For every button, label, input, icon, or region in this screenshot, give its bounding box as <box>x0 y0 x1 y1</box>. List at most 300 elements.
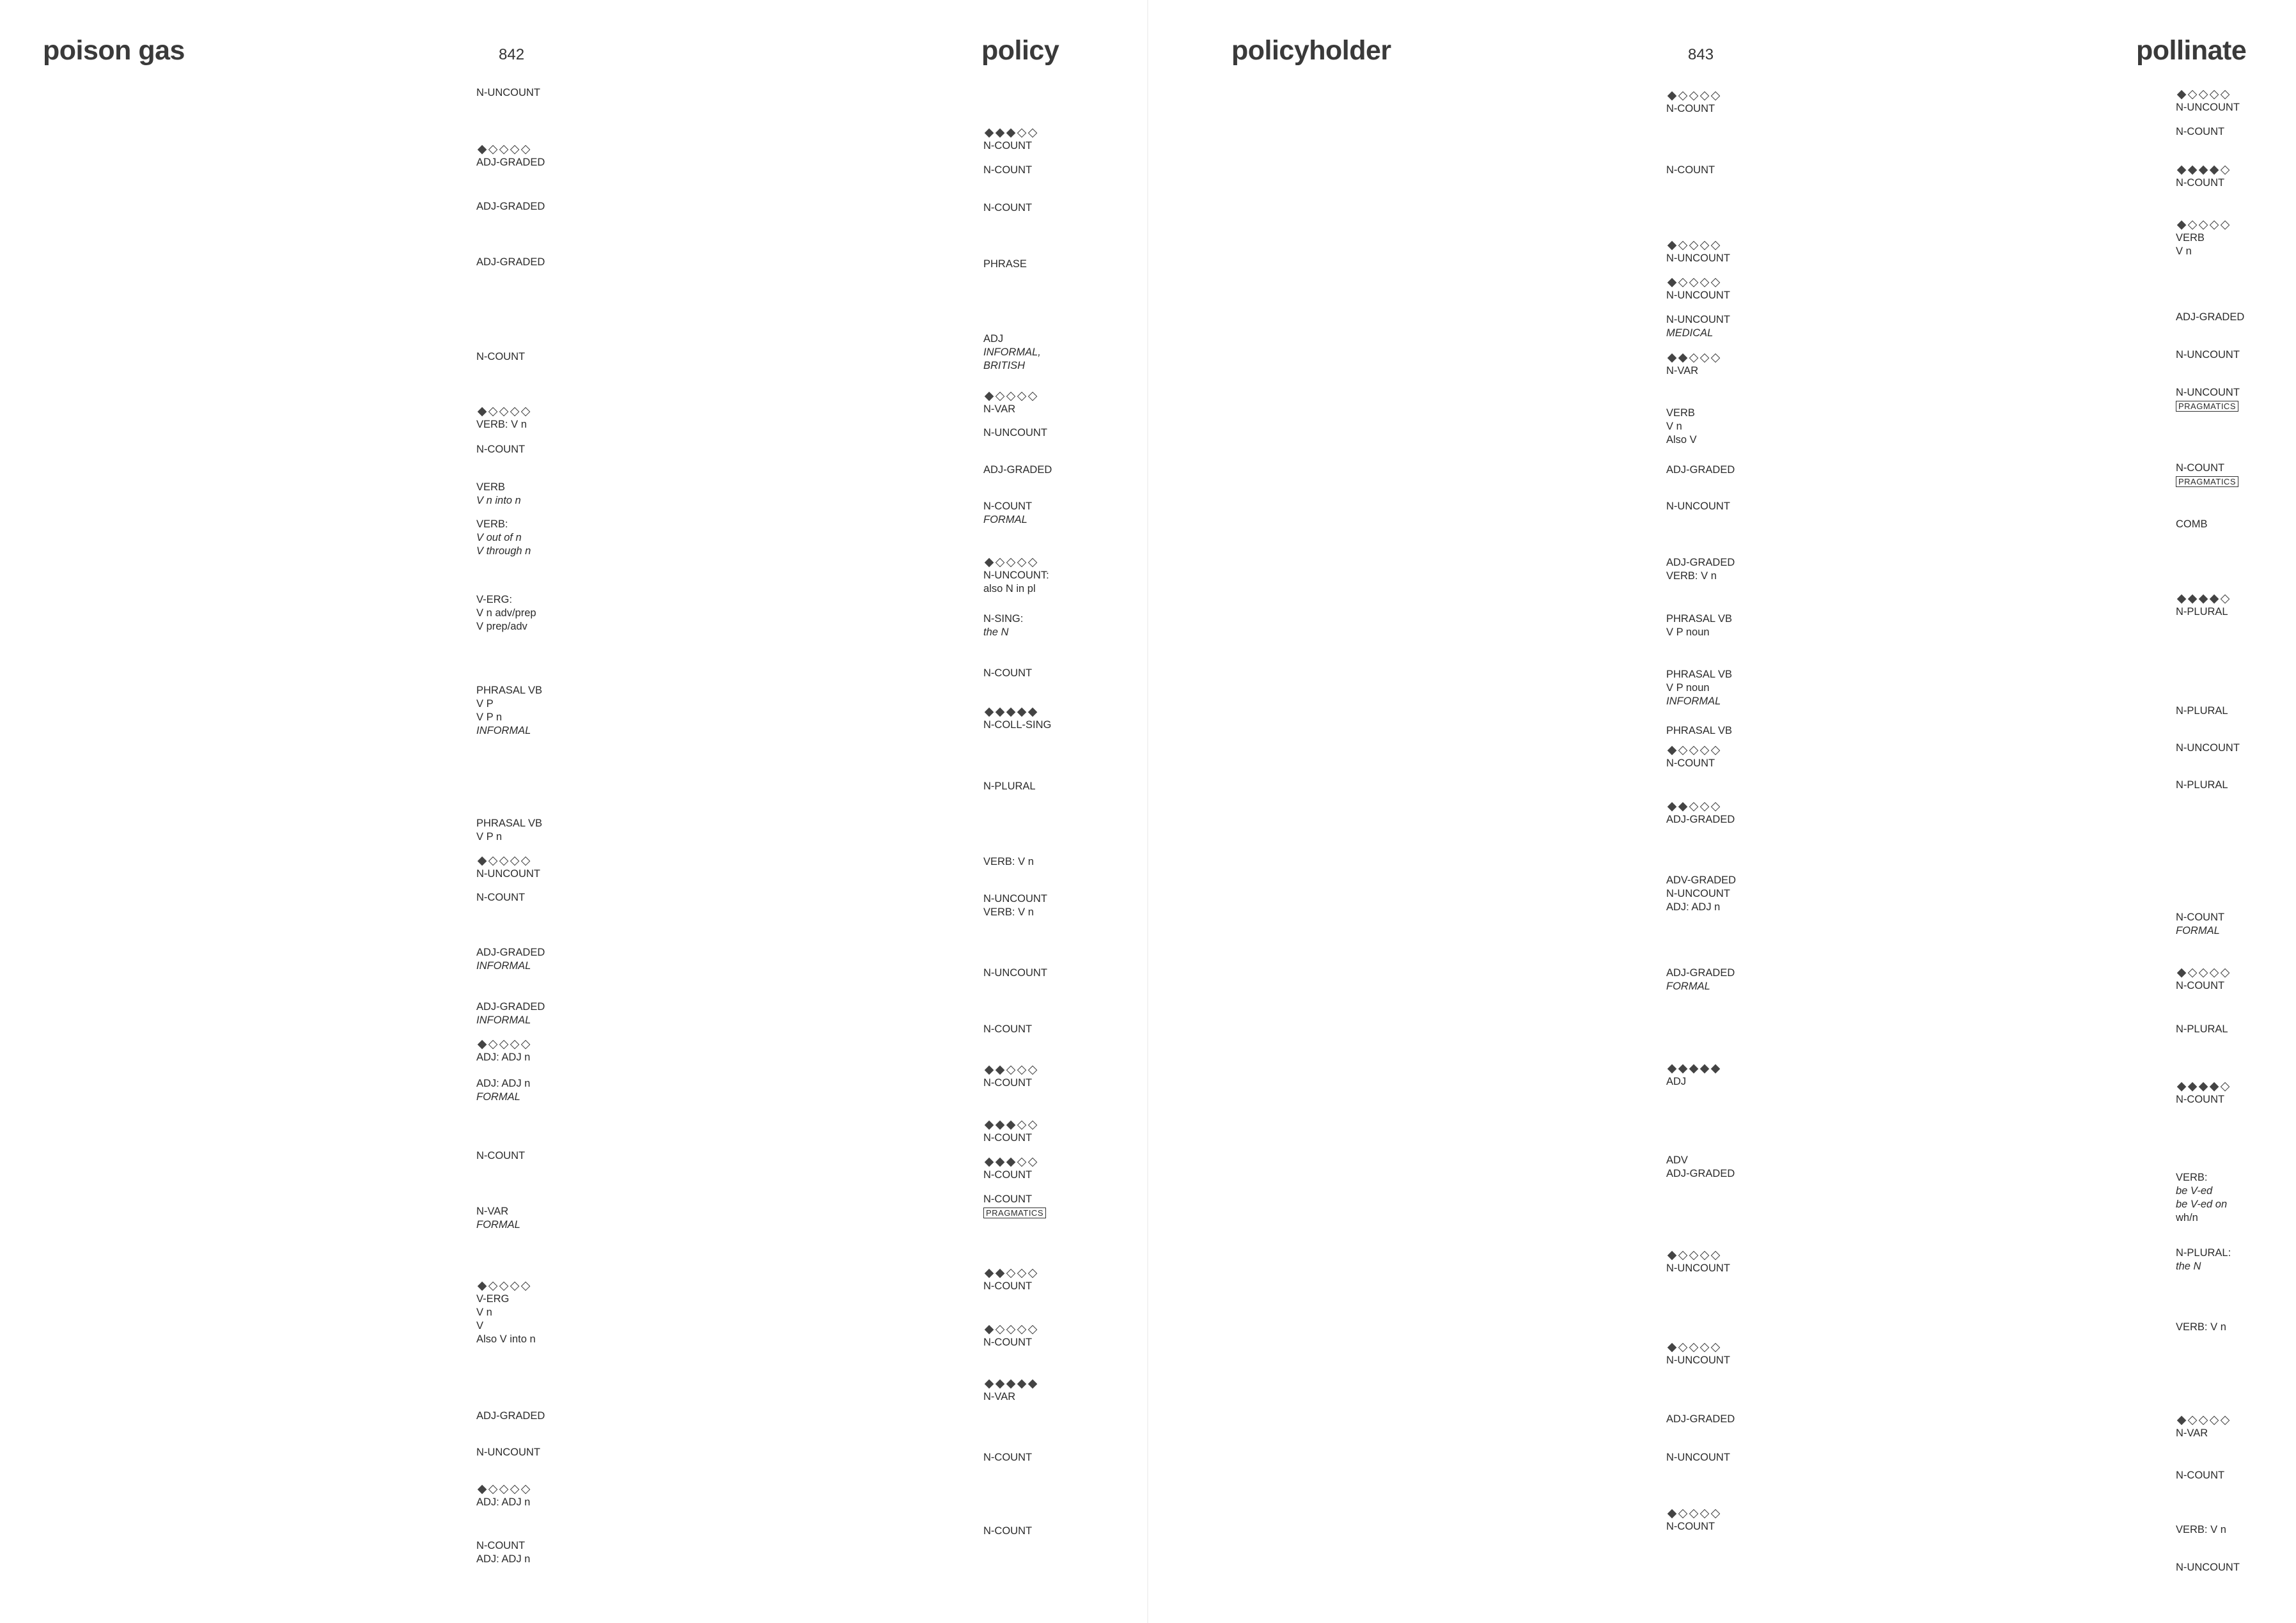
grammar-entry <box>476 1539 530 1566</box>
grammar-entry <box>983 332 1041 373</box>
filled-diamond-icon: ◆ <box>984 1117 994 1131</box>
grammar-entry <box>476 1205 520 1232</box>
empty-diamond-icon: ◇ <box>1678 275 1687 289</box>
grammar-code: N-COUNT <box>2176 980 2225 991</box>
filled-diamond-icon: ◆ <box>984 389 994 403</box>
empty-diamond-icon: ◇ <box>1027 389 1037 403</box>
grammar-code: N-PLURAL <box>2176 606 2228 617</box>
frequency-diamonds-icon <box>2176 1413 2230 1427</box>
grammar-code: VERB <box>1666 407 1695 419</box>
grammar-entry <box>2176 518 2208 531</box>
filled-diamond-icon: ◆ <box>2209 1079 2219 1093</box>
running-head-right: pollinate <box>2136 35 2247 66</box>
empty-diamond-icon: ◇ <box>2220 1079 2230 1093</box>
grammar-code: N-COUNT <box>983 140 1033 151</box>
grammar-code: ADJ-GRADED <box>1666 464 1735 476</box>
grammar-code: V <box>476 1320 484 1332</box>
grammar-code: N-COUNT <box>983 202 1033 214</box>
empty-diamond-icon: ◇ <box>1006 389 1015 403</box>
grammar-code: VERB <box>2176 232 2205 244</box>
frequency-diamonds-icon <box>1666 350 1721 364</box>
grammar-code: ADJ: ADJ n <box>476 1553 531 1565</box>
grammar-code: INFORMAL <box>476 960 531 972</box>
grammar-entry <box>1666 238 1730 265</box>
empty-diamond-icon: ◇ <box>499 142 508 156</box>
empty-diamond-icon: ◇ <box>488 1037 497 1051</box>
grammar-entry <box>476 946 545 973</box>
empty-diamond-icon: ◇ <box>1017 1322 1026 1336</box>
filled-diamond-icon: ◆ <box>477 142 487 156</box>
grammar-code: ADJ-GRADED <box>476 157 545 168</box>
empty-diamond-icon: ◇ <box>1710 1248 1720 1262</box>
grammar-entry <box>983 201 1032 215</box>
filled-diamond-icon: ◆ <box>2187 591 2197 605</box>
grammar-entry <box>2176 1413 2230 1440</box>
empty-diamond-icon: ◇ <box>2209 87 2219 101</box>
grammar-entry <box>1666 1061 1721 1089</box>
grammar-code: ADJ-GRADED <box>476 201 545 212</box>
grammar-code: also N in pl <box>983 583 1036 594</box>
empty-diamond-icon: ◇ <box>1006 1062 1015 1076</box>
grammar-entry <box>2176 87 2240 114</box>
grammar-code: N-COUNT <box>1666 164 1715 176</box>
filled-diamond-icon: ◆ <box>1678 1061 1687 1075</box>
empty-diamond-icon: ◇ <box>995 389 1004 403</box>
grammar-entry <box>2176 162 2230 190</box>
grammar-code: VERB: V n <box>476 419 527 430</box>
grammar-code: FORMAL <box>983 514 1027 525</box>
grammar-entry <box>2176 779 2228 792</box>
frequency-diamonds-icon <box>476 404 531 418</box>
grammar-code: N-COUNT <box>1666 1521 1715 1532</box>
filled-diamond-icon: ◆ <box>1027 1376 1037 1390</box>
filled-diamond-icon: ◆ <box>477 1482 487 1496</box>
grammar-entry <box>2176 1321 2226 1334</box>
pragmatics-label <box>2176 400 2240 413</box>
grammar-entry <box>476 1278 536 1346</box>
filled-diamond-icon: ◆ <box>995 704 1004 718</box>
grammar-entry <box>2176 125 2224 139</box>
grammar-code: N-UNCOUNT <box>1666 290 1730 301</box>
grammar-entry <box>983 1062 1038 1090</box>
empty-diamond-icon: ◇ <box>499 853 508 867</box>
grammar-code: INFORMAL <box>476 725 531 736</box>
frequency-diamonds-icon <box>983 704 1051 718</box>
empty-diamond-icon: ◇ <box>520 1278 530 1293</box>
grammar-code: V n adv/prep <box>476 607 536 619</box>
grammar-entry <box>983 1154 1038 1182</box>
grammar-code: N-UNCOUNT <box>1666 252 1730 264</box>
frequency-diamonds-icon <box>476 1482 531 1496</box>
frequency-diamonds-icon <box>983 1117 1038 1131</box>
grammar-code: wh/n <box>2176 1212 2198 1223</box>
grammar-entry <box>1666 1154 1735 1181</box>
empty-diamond-icon: ◇ <box>1689 1248 1698 1262</box>
grammar-code: N-UNCOUNT <box>1666 1355 1730 1366</box>
grammar-code: N-COUNT <box>983 1193 1033 1205</box>
grammar-code: N-UNCOUNT: <box>983 570 1049 581</box>
grammar-code: ADJ-GRADED <box>476 1410 545 1422</box>
grammar-code: N-COUNT <box>983 1169 1033 1181</box>
empty-diamond-icon: ◇ <box>1710 88 1720 102</box>
grammar-entry <box>476 200 545 214</box>
empty-diamond-icon: ◇ <box>2187 1413 2197 1427</box>
empty-diamond-icon: ◇ <box>520 142 530 156</box>
empty-diamond-icon: ◇ <box>1678 238 1687 252</box>
grammar-code: ADV-GRADED <box>1666 874 1737 886</box>
grammar-code: the N <box>983 626 1009 638</box>
empty-diamond-icon: ◇ <box>2187 217 2197 231</box>
grammar-code: N-UNCOUNT <box>1666 314 1730 325</box>
grammar-code: N-PLURAL: <box>2176 1247 2231 1259</box>
filled-diamond-icon: ◆ <box>2187 1079 2197 1093</box>
empty-diamond-icon: ◇ <box>520 853 530 867</box>
empty-diamond-icon: ◇ <box>510 142 519 156</box>
grammar-entry <box>476 142 545 169</box>
empty-diamond-icon: ◇ <box>2209 1413 2219 1427</box>
grammar-code: Also V <box>1666 434 1697 446</box>
empty-diamond-icon: ◇ <box>1027 1062 1037 1076</box>
empty-diamond-icon: ◇ <box>1006 1322 1015 1336</box>
grammar-code: N-UNCOUNT <box>2176 349 2240 361</box>
grammar-code: N-COUNT <box>983 667 1033 679</box>
empty-diamond-icon: ◇ <box>510 404 519 418</box>
grammar-code: Also V into n <box>476 1333 536 1345</box>
empty-diamond-icon: ◇ <box>1699 238 1709 252</box>
filled-diamond-icon: ◆ <box>1027 704 1037 718</box>
filled-diamond-icon: ◆ <box>477 853 487 867</box>
filled-diamond-icon: ◆ <box>1006 1376 1015 1390</box>
empty-diamond-icon: ◇ <box>1678 88 1687 102</box>
grammar-entry <box>1666 88 1721 116</box>
grammar-code: N-UNCOUNT <box>1666 501 1730 512</box>
empty-diamond-icon: ◇ <box>2220 1413 2230 1427</box>
grammar-code: N-VAR <box>983 403 1016 415</box>
empty-diamond-icon: ◇ <box>488 404 497 418</box>
empty-diamond-icon: ◇ <box>1689 743 1698 757</box>
empty-diamond-icon: ◇ <box>1689 238 1698 252</box>
empty-diamond-icon: ◇ <box>1678 1248 1687 1262</box>
grammar-code: V-ERG <box>476 1293 510 1305</box>
empty-diamond-icon: ◇ <box>2220 87 2230 101</box>
filled-diamond-icon: ◆ <box>1017 1376 1026 1390</box>
empty-diamond-icon: ◇ <box>1699 799 1709 813</box>
grammar-code: ADJ-GRADED <box>1666 1413 1735 1425</box>
grammar-code: VERB: V n <box>2176 1321 2226 1333</box>
grammar-code: ADJ-GRADED <box>983 464 1052 476</box>
empty-diamond-icon: ◇ <box>499 1482 508 1496</box>
grammar-code: PHRASAL VB <box>1666 613 1733 625</box>
grammar-code: N-UNCOUNT <box>1666 1452 1730 1463</box>
filled-diamond-icon: ◆ <box>1006 1154 1015 1169</box>
empty-diamond-icon: ◇ <box>1710 275 1720 289</box>
grammar-code: PHRASAL VB <box>476 818 543 829</box>
grammar-entry <box>2176 348 2240 362</box>
empty-diamond-icon: ◇ <box>1017 1062 1026 1076</box>
empty-diamond-icon: ◇ <box>488 853 497 867</box>
grammar-code: N-PLURAL <box>983 780 1036 792</box>
grammar-entry <box>983 780 1036 793</box>
grammar-entry <box>983 1193 1046 1220</box>
frequency-diamonds-icon <box>983 1376 1038 1390</box>
empty-diamond-icon: ◇ <box>499 404 508 418</box>
grammar-entry <box>2176 1023 2228 1036</box>
grammar-entry <box>1666 668 1732 708</box>
grammar-code: V-ERG: <box>476 594 512 605</box>
filled-diamond-icon: ◆ <box>995 1376 1004 1390</box>
grammar-entry <box>476 1482 531 1509</box>
grammar-entry <box>1666 612 1732 639</box>
grammar-entry <box>983 1376 1038 1404</box>
grammar-code: V out of n <box>476 532 522 543</box>
empty-diamond-icon: ◇ <box>1006 555 1015 569</box>
grammar-entry <box>476 853 540 881</box>
grammar-entry <box>1666 1413 1735 1426</box>
frequency-diamonds-icon <box>2176 217 2230 231</box>
empty-diamond-icon: ◇ <box>1017 125 1026 139</box>
empty-diamond-icon: ◇ <box>1027 1154 1037 1169</box>
empty-diamond-icon: ◇ <box>520 1037 530 1051</box>
frequency-diamonds-icon <box>1666 238 1730 252</box>
page-number: 843 <box>1688 46 1714 63</box>
filled-diamond-icon: ◆ <box>984 1376 994 1390</box>
grammar-entry <box>1666 500 1730 513</box>
grammar-code: N-UNCOUNT <box>476 868 540 880</box>
grammar-entry <box>2176 1246 2231 1273</box>
grammar-entry <box>983 967 1047 980</box>
grammar-entry <box>476 593 536 633</box>
frequency-diamonds-icon <box>983 1322 1038 1336</box>
grammar-entry <box>476 1037 531 1064</box>
grammar-entry <box>1666 967 1735 993</box>
grammar-entry <box>983 855 1034 869</box>
grammar-code: ADJ-GRADED <box>1666 557 1735 568</box>
grammar-entry <box>983 1525 1032 1538</box>
filled-diamond-icon: ◆ <box>2176 1079 2186 1093</box>
grammar-code: N-VAR <box>1666 365 1699 377</box>
grammar-entry <box>1666 874 1736 914</box>
grammar-code: ADJ-GRADED <box>1666 814 1735 825</box>
grammar-code: ADV <box>1666 1154 1688 1166</box>
empty-diamond-icon: ◇ <box>2209 965 2219 979</box>
grammar-code: N-PLURAL <box>2176 705 2228 717</box>
empty-diamond-icon: ◇ <box>510 1037 519 1051</box>
grammar-code: ADJ-GRADED <box>476 1001 545 1013</box>
grammar-code: be V-ed on <box>2176 1199 2228 1210</box>
empty-diamond-icon: ◇ <box>1699 743 1709 757</box>
empty-diamond-icon: ◇ <box>1027 125 1037 139</box>
empty-diamond-icon: ◇ <box>510 853 519 867</box>
empty-diamond-icon: ◇ <box>1678 1340 1687 1354</box>
frequency-diamonds-icon <box>476 853 540 867</box>
grammar-entry <box>1666 1451 1730 1464</box>
empty-diamond-icon: ◇ <box>1017 389 1026 403</box>
empty-diamond-icon: ◇ <box>1699 1340 1709 1354</box>
empty-diamond-icon: ◇ <box>499 1037 508 1051</box>
empty-diamond-icon: ◇ <box>1027 1322 1037 1336</box>
empty-diamond-icon: ◇ <box>1027 555 1037 569</box>
grammar-code: N-COUNT <box>983 1023 1033 1035</box>
empty-diamond-icon: ◇ <box>2187 965 2197 979</box>
grammar-entry <box>2176 591 2230 619</box>
grammar-code: N-UNCOUNT <box>2176 1562 2240 1573</box>
grammar-code: N-COUNT <box>2176 1094 2225 1105</box>
filled-diamond-icon: ◆ <box>995 1154 1004 1169</box>
grammar-entry <box>1666 556 1735 583</box>
grammar-code: ADJ: ADJ n <box>1666 901 1721 913</box>
grammar-entry <box>983 258 1027 271</box>
filled-diamond-icon: ◆ <box>2198 162 2208 176</box>
empty-diamond-icon: ◇ <box>1710 799 1720 813</box>
grammar-code: V P n <box>476 831 503 843</box>
frequency-diamonds-icon <box>983 1062 1038 1076</box>
filled-diamond-icon: ◆ <box>995 1266 1004 1280</box>
frequency-diamonds-icon <box>1666 1340 1730 1354</box>
empty-diamond-icon: ◇ <box>1710 743 1720 757</box>
grammar-entry <box>1666 164 1715 177</box>
empty-diamond-icon: ◇ <box>2187 87 2197 101</box>
filled-diamond-icon: ◆ <box>477 1278 487 1293</box>
grammar-code: VERB: V n <box>1666 570 1717 582</box>
filled-diamond-icon: ◆ <box>2209 591 2219 605</box>
grammar-code: V n <box>1666 421 1682 432</box>
grammar-code: FORMAL <box>2176 925 2220 936</box>
grammar-code: V n <box>2176 245 2192 257</box>
grammar-code: N-COUNT <box>1666 103 1715 114</box>
empty-diamond-icon: ◇ <box>1699 1248 1709 1262</box>
grammar-code: VERB: <box>476 518 508 530</box>
grammar-code: ADJ <box>1666 1076 1687 1087</box>
empty-diamond-icon: ◇ <box>2198 87 2208 101</box>
empty-diamond-icon: ◇ <box>488 142 497 156</box>
grammar-entry <box>2176 386 2240 413</box>
grammar-entry <box>1666 1248 1730 1275</box>
grammar-code: N-UNCOUNT <box>1666 1262 1730 1274</box>
grammar-code: N-COUNT <box>983 1280 1033 1292</box>
filled-diamond-icon: ◆ <box>1667 743 1676 757</box>
grammar-entry <box>2176 1079 2230 1107</box>
grammar-code: VERB: <box>2176 1172 2208 1183</box>
frequency-diamonds-icon <box>476 142 545 156</box>
empty-diamond-icon: ◇ <box>1689 275 1698 289</box>
pragmatics-tag: PRAGMATICS <box>983 1208 1046 1218</box>
grammar-entry <box>2176 1469 2224 1482</box>
empty-diamond-icon: ◇ <box>2198 1413 2208 1427</box>
empty-diamond-icon: ◇ <box>1017 555 1026 569</box>
empty-diamond-icon: ◇ <box>1678 743 1687 757</box>
grammar-entry <box>983 500 1032 527</box>
grammar-code: N-COUNT <box>983 1077 1033 1089</box>
grammar-entry <box>983 704 1051 732</box>
grammar-code: PHRASE <box>983 258 1027 270</box>
grammar-entry <box>476 86 540 100</box>
filled-diamond-icon: ◆ <box>1667 275 1676 289</box>
grammar-code: PHRASAL VB <box>1666 669 1733 680</box>
grammar-code: N-UNCOUNT <box>2176 102 2240 113</box>
grammar-code: ADJ: ADJ n <box>476 1496 531 1508</box>
filled-diamond-icon: ◆ <box>1006 1117 1015 1131</box>
empty-diamond-icon: ◇ <box>2198 217 2208 231</box>
empty-diamond-icon: ◇ <box>499 1278 508 1293</box>
filled-diamond-icon: ◆ <box>1678 799 1687 813</box>
filled-diamond-icon: ◆ <box>2176 591 2186 605</box>
grammar-code: N-COUNT <box>2176 912 2225 923</box>
grammar-code: N-UNCOUNT <box>1666 888 1730 899</box>
grammar-code: VERB: V n <box>983 906 1034 918</box>
empty-diamond-icon: ◇ <box>1689 88 1698 102</box>
filled-diamond-icon: ◆ <box>984 1154 994 1169</box>
grammar-code: N-COUNT <box>476 1540 526 1551</box>
grammar-code: N-UNCOUNT <box>983 893 1047 905</box>
frequency-diamonds-icon <box>1666 275 1730 289</box>
grammar-code: V prep/adv <box>476 621 527 632</box>
grammar-code: N-COUNT <box>983 1132 1033 1144</box>
grammar-code: N-COUNT <box>983 501 1033 512</box>
grammar-code: ADJ-GRADED <box>476 947 545 958</box>
grammar-entry <box>983 1266 1038 1293</box>
frequency-diamonds-icon <box>983 389 1038 403</box>
frequency-diamonds-icon <box>1666 1248 1730 1262</box>
grammar-entry <box>476 1409 545 1423</box>
grammar-code: N-COUNT <box>476 351 526 362</box>
grammar-code: N-UNCOUNT <box>983 427 1047 439</box>
filled-diamond-icon: ◆ <box>1006 704 1015 718</box>
grammar-code: V P noun <box>1666 682 1710 694</box>
filled-diamond-icon: ◆ <box>2176 217 2186 231</box>
grammar-code: ADJ-GRADED <box>2176 311 2245 323</box>
grammar-entry <box>1666 407 1697 447</box>
grammar-code: N-COLL-SING <box>983 719 1052 731</box>
empty-diamond-icon: ◇ <box>1689 799 1698 813</box>
grammar-code: N-COUNT <box>983 1525 1033 1537</box>
grammar-code: INFORMAL, <box>983 346 1041 358</box>
filled-diamond-icon: ◆ <box>1667 238 1676 252</box>
grammar-entry <box>983 667 1032 680</box>
grammar-code: MEDICAL <box>1666 327 1714 339</box>
empty-diamond-icon: ◇ <box>1710 238 1720 252</box>
running-head-right: policy <box>981 35 1059 66</box>
empty-diamond-icon: ◇ <box>1017 1154 1026 1169</box>
pragmatics-tag: PRAGMATICS <box>2176 476 2238 487</box>
empty-diamond-icon: ◇ <box>1699 1506 1709 1520</box>
grammar-entry <box>2176 742 2240 755</box>
frequency-diamonds-icon <box>983 1266 1038 1280</box>
grammar-entry <box>983 892 1047 919</box>
grammar-code: VERB: V n <box>983 856 1034 867</box>
frequency-diamonds-icon <box>1666 799 1735 813</box>
grammar-entry <box>1666 350 1721 378</box>
empty-diamond-icon: ◇ <box>1689 1340 1698 1354</box>
grammar-entry <box>476 1149 525 1163</box>
filled-diamond-icon: ◆ <box>1667 1506 1676 1520</box>
grammar-code: N-COUNT <box>983 1452 1033 1463</box>
grammar-entry <box>2176 911 2224 938</box>
frequency-diamonds-icon <box>1666 743 1721 757</box>
grammar-entry <box>983 426 1047 440</box>
grammar-code: ADJ-GRADED <box>476 256 545 268</box>
grammar-entry <box>476 518 531 558</box>
filled-diamond-icon: ◆ <box>1006 125 1015 139</box>
filled-diamond-icon: ◆ <box>1710 1061 1720 1075</box>
grammar-code: PHRASAL VB <box>476 685 543 696</box>
grammar-code: N-COUNT <box>2176 1470 2225 1481</box>
frequency-diamonds-icon <box>983 125 1038 139</box>
grammar-code: INFORMAL <box>1666 695 1721 707</box>
grammar-entry <box>476 404 531 431</box>
empty-diamond-icon: ◇ <box>1689 1506 1698 1520</box>
filled-diamond-icon: ◆ <box>995 1062 1004 1076</box>
empty-diamond-icon: ◇ <box>1027 1266 1037 1280</box>
